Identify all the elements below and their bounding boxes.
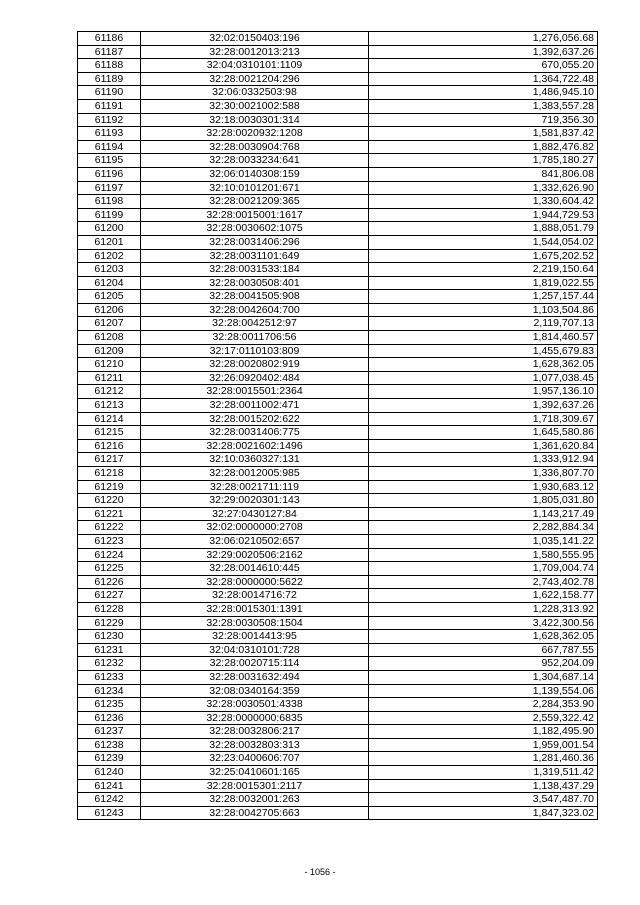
table-row [78,317,598,331]
value-cell: 2,219,150.64 [369,263,598,277]
cadastral-number-cell: 32:02:0150403:196 [141,32,369,46]
cadastral-number-cell: 32:28:0020715:114 [141,657,369,671]
table-row [78,589,598,603]
cadastral-number-cell: 32:28:0015501:2364 [141,385,369,399]
table-row [78,766,598,780]
cadastral-number-cell: 32:28:0031101:649 [141,249,369,263]
table-row [78,399,598,413]
row-number-cell: 61234 [78,684,141,698]
table-row [78,222,598,236]
cadastral-number-cell: 32:28:0041505:908 [141,290,369,304]
cadastral-number-cell: 32:06:0210502:657 [141,534,369,548]
row-number-cell: 61202 [78,249,141,263]
cadastral-number-cell: 32:26:0920402:484 [141,371,369,385]
table-row [78,643,598,657]
table-row [78,630,598,644]
row-number-cell: 61239 [78,752,141,766]
cadastral-number-cell: 32:28:0032803:313 [141,738,369,752]
value-cell: 1,957,136.10 [369,385,598,399]
value-cell: 1,718,309.67 [369,412,598,426]
table-row [78,385,598,399]
value-cell: 719,356.30 [369,113,598,127]
table-row [78,331,598,345]
table-row [78,113,598,127]
cadastral-number-cell: 32:23:0400606:707 [141,752,369,766]
cadastral-number-cell: 32:28:0014716:72 [141,589,369,603]
cadastral-number-cell: 32:28:0015301:2117 [141,779,369,793]
table-row [78,358,598,372]
table-row [78,263,598,277]
value-cell: 1,628,362.05 [369,630,598,644]
row-number-cell: 61198 [78,195,141,209]
row-number-cell: 61218 [78,467,141,481]
table-row [78,562,598,576]
row-number-cell: 61221 [78,507,141,521]
row-number-cell: 61186 [78,32,141,46]
value-cell: 1,628,362.05 [369,358,598,372]
value-cell: 1,785,180.27 [369,154,598,168]
table-row [78,59,598,73]
table-row [78,507,598,521]
value-cell: 1,580,555.95 [369,548,598,562]
row-number-cell: 61209 [78,344,141,358]
row-number-cell: 61229 [78,616,141,630]
cadastral-number-cell: 32:28:0012013:213 [141,45,369,59]
value-cell: 670,055.20 [369,59,598,73]
value-cell: 841,806.08 [369,167,598,181]
row-number-cell: 61219 [78,480,141,494]
value-cell: 1,361,620.84 [369,439,598,453]
cadastral-number-cell: 32:28:0021711:119 [141,480,369,494]
cadastral-value-table [77,31,598,820]
value-cell: 3,422,300.56 [369,616,598,630]
row-number-cell: 61235 [78,698,141,712]
value-cell: 1,103,504.86 [369,303,598,317]
table-row [78,548,598,562]
value-cell: 952,204.09 [369,657,598,671]
table-row [78,99,598,113]
row-number-cell: 61227 [78,589,141,603]
row-number-cell: 61206 [78,303,141,317]
row-number-cell: 61201 [78,235,141,249]
cadastral-number-cell: 32:28:0021204:296 [141,72,369,86]
row-number-cell: 61225 [78,562,141,576]
row-number-cell: 61232 [78,657,141,671]
cadastral-number-cell: 32:28:0030508:401 [141,276,369,290]
value-cell: 1,257,157.44 [369,290,598,304]
table-row [78,290,598,304]
value-cell: 1,143,217.49 [369,507,598,521]
cadastral-number-cell: 32:28:0030508:1504 [141,616,369,630]
value-cell: 1,944,729.53 [369,208,598,222]
table-row [78,127,598,141]
page-number: - 1056 - [304,867,336,877]
row-number-cell: 61242 [78,793,141,807]
table-row [78,208,598,222]
cadastral-number-cell: 32:28:0015001:1617 [141,208,369,222]
cadastral-number-cell: 32:28:0032806:217 [141,725,369,739]
value-cell: 1,805,031.80 [369,494,598,508]
cadastral-number-cell: 32:10:0101201:671 [141,181,369,195]
table-row [78,616,598,630]
table-row [78,670,598,684]
cadastral-number-cell: 32:02:0000000:2708 [141,521,369,535]
row-number-cell: 61233 [78,670,141,684]
table-row [78,181,598,195]
table-row [78,711,598,725]
value-cell: 1,077,038.45 [369,371,598,385]
row-number-cell: 61196 [78,167,141,181]
table-body [78,32,598,820]
row-number-cell: 61222 [78,521,141,535]
value-cell: 1,544,054.02 [369,235,598,249]
cadastral-number-cell: 32:28:0031406:775 [141,426,369,440]
table-row [78,276,598,290]
table-row [78,698,598,712]
cadastral-number-cell: 32:28:0015301:1391 [141,602,369,616]
cadastral-number-cell: 32:29:0020301:143 [141,494,369,508]
cadastral-number-cell: 32:08:0340164:359 [141,684,369,698]
value-cell: 2,284,353.90 [369,698,598,712]
row-number-cell: 61203 [78,263,141,277]
table-row [78,684,598,698]
table-row [78,738,598,752]
row-number-cell: 61231 [78,643,141,657]
table-row [78,602,598,616]
cadastral-number-cell: 32:28:0030602:1075 [141,222,369,236]
cadastral-number-cell: 32:28:0011706:56 [141,331,369,345]
value-cell: 1,330,604.42 [369,195,598,209]
table-row [78,303,598,317]
row-number-cell: 61199 [78,208,141,222]
table-row [78,494,598,508]
cadastral-number-cell: 32:17:0110103:809 [141,344,369,358]
cadastral-number-cell: 32:06:0140308:159 [141,167,369,181]
row-number-cell: 61214 [78,412,141,426]
cadastral-number-cell: 32:28:0021602:1496 [141,439,369,453]
value-cell: 1,581,837.42 [369,127,598,141]
value-cell: 1,319,511.42 [369,766,598,780]
value-cell: 2,282,884.34 [369,521,598,535]
cadastral-number-cell: 32:28:0020932:1208 [141,127,369,141]
row-number-cell: 61217 [78,453,141,467]
row-number-cell: 61226 [78,575,141,589]
row-number-cell: 61220 [78,494,141,508]
table-row [78,779,598,793]
row-number-cell: 61208 [78,331,141,345]
value-cell: 3,547,487.70 [369,793,598,807]
row-number-cell: 61228 [78,602,141,616]
cadastral-number-cell: 32:04:0310101:1109 [141,59,369,73]
value-cell: 1,819,022.55 [369,276,598,290]
value-cell: 1,455,679.83 [369,344,598,358]
table-row [78,521,598,535]
cadastral-number-cell: 32:28:0033234:641 [141,154,369,168]
value-cell: 1,336,807.70 [369,467,598,481]
value-cell: 1,035,141.22 [369,534,598,548]
table-row [78,575,598,589]
value-cell: 1,959,001.54 [369,738,598,752]
cadastral-number-cell: 32:28:0000000:5622 [141,575,369,589]
row-number-cell: 61194 [78,140,141,154]
cadastral-number-cell: 32:28:0020802:919 [141,358,369,372]
row-number-cell: 61241 [78,779,141,793]
table-row [78,480,598,494]
row-number-cell: 61193 [78,127,141,141]
table-row [78,72,598,86]
value-cell: 1,486,945.10 [369,86,598,100]
value-cell: 1,383,557.28 [369,99,598,113]
row-number-cell: 61188 [78,59,141,73]
value-cell: 1,888,051.79 [369,222,598,236]
table-row [78,426,598,440]
cadastral-number-cell: 32:27:0430127:84 [141,507,369,521]
cadastral-number-cell: 32:10:0360327:131 [141,453,369,467]
cadastral-number-cell: 32:28:0042512:97 [141,317,369,331]
value-cell: 1,304,687.14 [369,670,598,684]
table-row [78,439,598,453]
table-row [78,344,598,358]
cadastral-number-cell: 32:28:0031533:184 [141,263,369,277]
value-cell: 1,333,912.94 [369,453,598,467]
cadastral-number-cell: 32:28:0031406:296 [141,235,369,249]
table-row [78,195,598,209]
table-row [78,467,598,481]
value-cell: 1,882,476.82 [369,140,598,154]
table-row [78,453,598,467]
table-row [78,249,598,263]
cadastral-number-cell: 32:28:0030501:4338 [141,698,369,712]
cadastral-number-cell: 32:28:0014610:445 [141,562,369,576]
row-number-cell: 61192 [78,113,141,127]
table-row [78,86,598,100]
cadastral-number-cell: 32:29:0020506:2162 [141,548,369,562]
value-cell: 1,930,683.12 [369,480,598,494]
value-cell: 1,364,722.48 [369,72,598,86]
row-number-cell: 61189 [78,72,141,86]
cadastral-number-cell: 32:06:0332503:98 [141,86,369,100]
row-number-cell: 61213 [78,399,141,413]
cadastral-number-cell: 32:28:0014413:95 [141,630,369,644]
cadastral-number-cell: 32:28:0015202:622 [141,412,369,426]
value-cell: 1,228,313.92 [369,602,598,616]
cadastral-number-cell: 32:28:0000000:6835 [141,711,369,725]
value-cell: 1,332,626.90 [369,181,598,195]
row-number-cell: 61211 [78,371,141,385]
cadastral-number-cell: 32:04:0310101:728 [141,643,369,657]
value-cell: 1,709,004.74 [369,562,598,576]
table-row [78,793,598,807]
cadastral-number-cell: 32:30:0021002:588 [141,99,369,113]
row-number-cell: 61197 [78,181,141,195]
table-row [78,140,598,154]
row-number-cell: 61195 [78,154,141,168]
value-cell: 1,847,323.02 [369,806,598,820]
table-row [78,167,598,181]
row-number-cell: 61216 [78,439,141,453]
value-cell: 1,392,637.26 [369,399,598,413]
row-number-cell: 61224 [78,548,141,562]
value-cell: 1,139,554.06 [369,684,598,698]
table-row [78,32,598,46]
row-number-cell: 61237 [78,725,141,739]
cadastral-number-cell: 32:28:0011002:471 [141,399,369,413]
cadastral-number-cell: 32:28:0042705:663 [141,806,369,820]
table-row [78,752,598,766]
table-row [78,235,598,249]
value-cell: 1,182,495.90 [369,725,598,739]
cadastral-number-cell: 32:28:0030904:768 [141,140,369,154]
row-number-cell: 61238 [78,738,141,752]
row-number-cell: 61210 [78,358,141,372]
value-cell: 2,119,707.13 [369,317,598,331]
value-cell: 667,787.55 [369,643,598,657]
cadastral-number-cell: 32:25:0410601:165 [141,766,369,780]
value-cell: 1,138,437.29 [369,779,598,793]
value-cell: 1,814,460.57 [369,331,598,345]
cadastral-number-cell: 32:28:0042604:700 [141,303,369,317]
cadastral-number-cell: 32:28:0021209:365 [141,195,369,209]
value-cell: 1,392,637.26 [369,45,598,59]
table-row [78,806,598,820]
row-number-cell: 61215 [78,426,141,440]
value-cell: 1,645,580.86 [369,426,598,440]
table-row [78,534,598,548]
row-number-cell: 61223 [78,534,141,548]
value-cell: 1,276,056.68 [369,32,598,46]
table-row [78,725,598,739]
value-cell: 2,743,402.78 [369,575,598,589]
table-row [78,412,598,426]
row-number-cell: 61243 [78,806,141,820]
row-number-cell: 61204 [78,276,141,290]
cadastral-number-cell: 32:28:0031632:494 [141,670,369,684]
row-number-cell: 61236 [78,711,141,725]
cadastral-number-cell: 32:28:0032001:263 [141,793,369,807]
row-number-cell: 61212 [78,385,141,399]
row-number-cell: 61190 [78,86,141,100]
value-cell: 1,675,202.52 [369,249,598,263]
value-cell: 1,281,460.36 [369,752,598,766]
row-number-cell: 61207 [78,317,141,331]
row-number-cell: 61205 [78,290,141,304]
table-row [78,45,598,59]
cadastral-number-cell: 32:18:0030301:314 [141,113,369,127]
value-cell: 1,622,158.77 [369,589,598,603]
value-cell: 2,559,322.42 [369,711,598,725]
row-number-cell: 61187 [78,45,141,59]
row-number-cell: 61200 [78,222,141,236]
cadastral-number-cell: 32:28:0012005:985 [141,467,369,481]
row-number-cell: 61240 [78,766,141,780]
table-row [78,657,598,671]
table-row [78,154,598,168]
table-row [78,371,598,385]
row-number-cell: 61191 [78,99,141,113]
row-number-cell: 61230 [78,630,141,644]
